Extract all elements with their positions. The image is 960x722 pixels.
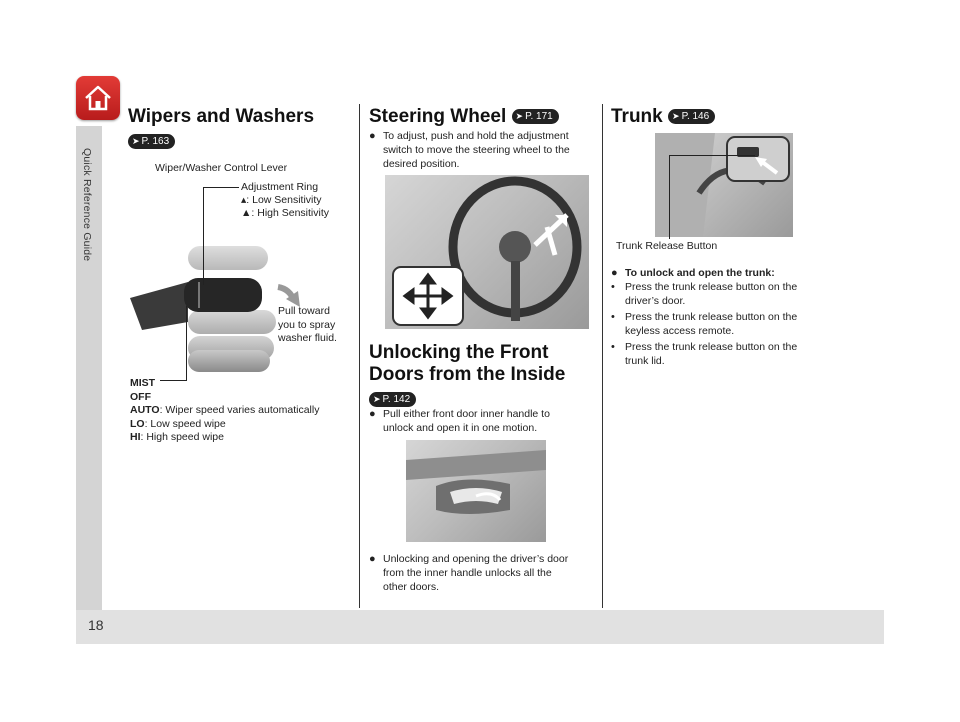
mode-hi-text: : High speed wipe: [140, 431, 224, 443]
home-icon: [76, 76, 120, 120]
steering-title-text: Steering Wheel: [369, 106, 507, 127]
wiper-modes: [130, 377, 319, 445]
steering-wheel-photo: [385, 175, 589, 329]
side-label: Quick Reference Guide: [81, 148, 93, 262]
page-ref-icon: ➤: [515, 111, 524, 122]
unlocking-title-line-1: Unlocking the Front: [369, 342, 549, 363]
trunk-title-text: Trunk: [611, 106, 663, 127]
lever-label: Wiper/Washer Control Lever: [155, 162, 288, 174]
pull-toward-text: [278, 305, 337, 346]
mode-hi: HI: [130, 431, 141, 443]
page-ref-icon: ➤: [373, 394, 381, 405]
ring-callout-line: [203, 187, 204, 285]
pull-line-3: washer fluid.: [278, 332, 337, 344]
wipers-title: Wipers and Washers: [128, 106, 315, 127]
page-number: 18: [88, 617, 104, 633]
mode-mist: MIST: [130, 377, 156, 389]
mode-lo: LO: [130, 417, 145, 430]
steering-title: [369, 106, 559, 128]
bullet-icon: ●: [611, 267, 618, 279]
ring-callout-line: [203, 187, 239, 188]
trunk-instructions: ● To unlock and open the trunk: • Press the trunk release button on the driver’s door. • Press the trunk release button on the keyless access remote. • Press the trunk release button on the trunk lid.: [611, 267, 798, 367]
trunk-callout-line: [669, 155, 755, 156]
ring-low-sensitivity: [241, 194, 322, 208]
steering-text-1: To adjust, push and hold the adjustment: [383, 130, 569, 142]
unlocking-bullet-2: [369, 552, 568, 594]
unlocking-title-line-2: Doors from the Inside: [369, 364, 566, 385]
door-handle-photo: [406, 440, 546, 542]
page-ref-label: P. 163: [141, 136, 170, 148]
ring-low-text: : Low Sensitivity: [246, 194, 322, 206]
steering-text-2: switch to move the steering wheel to the: [383, 144, 570, 156]
unlocking-text-3: Unlocking and opening the driver’s door: [383, 553, 569, 565]
trunk-page-ref[interactable]: [668, 109, 715, 124]
bullet-icon: •: [611, 281, 615, 293]
mode-lo-text: : Low speed wipe: [144, 417, 226, 430]
mode-auto: AUTO: [130, 404, 160, 416]
column-divider: [359, 104, 360, 608]
page-ref-label: P. 146: [681, 111, 710, 123]
mode-off: OFF: [130, 390, 151, 403]
unlocking-text-5: other doors.: [383, 581, 440, 593]
trunk-title: [611, 106, 715, 128]
bullet-icon: •: [611, 341, 615, 353]
unlocking-title: [369, 342, 565, 386]
mist-callout-line: [186, 306, 187, 380]
pull-line-2: you to spray: [278, 318, 336, 331]
list-item: • Press the trunk release button on the: [611, 281, 798, 293]
unlocking-text-2: unlock and open it in one motion.: [383, 422, 538, 434]
steering-page-ref[interactable]: [512, 109, 559, 124]
page-ref-label: P. 171: [525, 111, 553, 123]
ring-high-text: : High Sensitivity: [251, 207, 330, 219]
mode-auto-text: : Wiper speed varies automatically: [159, 404, 320, 416]
unlocking-text-1: Pull either front door inner handle to: [383, 408, 550, 420]
trunk-button-label: Trunk Release Button: [616, 240, 718, 252]
page-ref-icon: ➤: [672, 111, 680, 122]
pull-line-1: Pull toward: [278, 305, 330, 317]
home-button[interactable]: [76, 76, 120, 120]
high-sensitivity-icon: ▲: [241, 207, 252, 219]
trunk-release-photo: [655, 133, 793, 237]
steering-text-3: desired position.: [383, 158, 460, 170]
page-ref-label: P. 142: [382, 394, 411, 406]
list-item: • Press the trunk release button on the: [611, 311, 798, 323]
low-sensitivity-icon: ▴: [241, 194, 247, 206]
wipers-page-ref[interactable]: [128, 133, 175, 151]
trunk-heading: To unlock and open the trunk:: [625, 267, 775, 279]
trunk-callout-line: [669, 155, 670, 239]
list-item: • Press the trunk release button on the: [611, 341, 798, 353]
column-divider: [602, 104, 603, 608]
unlocking-text-4: from the inner handle unlocks all the: [383, 567, 552, 579]
bullet-icon: ●: [369, 130, 376, 142]
bullet-icon: ●: [369, 553, 376, 565]
adjustment-ring-label: Adjustment Ring: [241, 181, 319, 193]
steering-bullet: [369, 129, 570, 171]
footer-bar: [76, 610, 884, 644]
ring-high-sensitivity: [241, 207, 329, 221]
bullet-icon: •: [611, 311, 615, 323]
bullet-icon: ●: [369, 408, 376, 420]
page-ref-icon: ➤: [132, 136, 140, 147]
unlocking-bullet-1: [369, 407, 550, 435]
